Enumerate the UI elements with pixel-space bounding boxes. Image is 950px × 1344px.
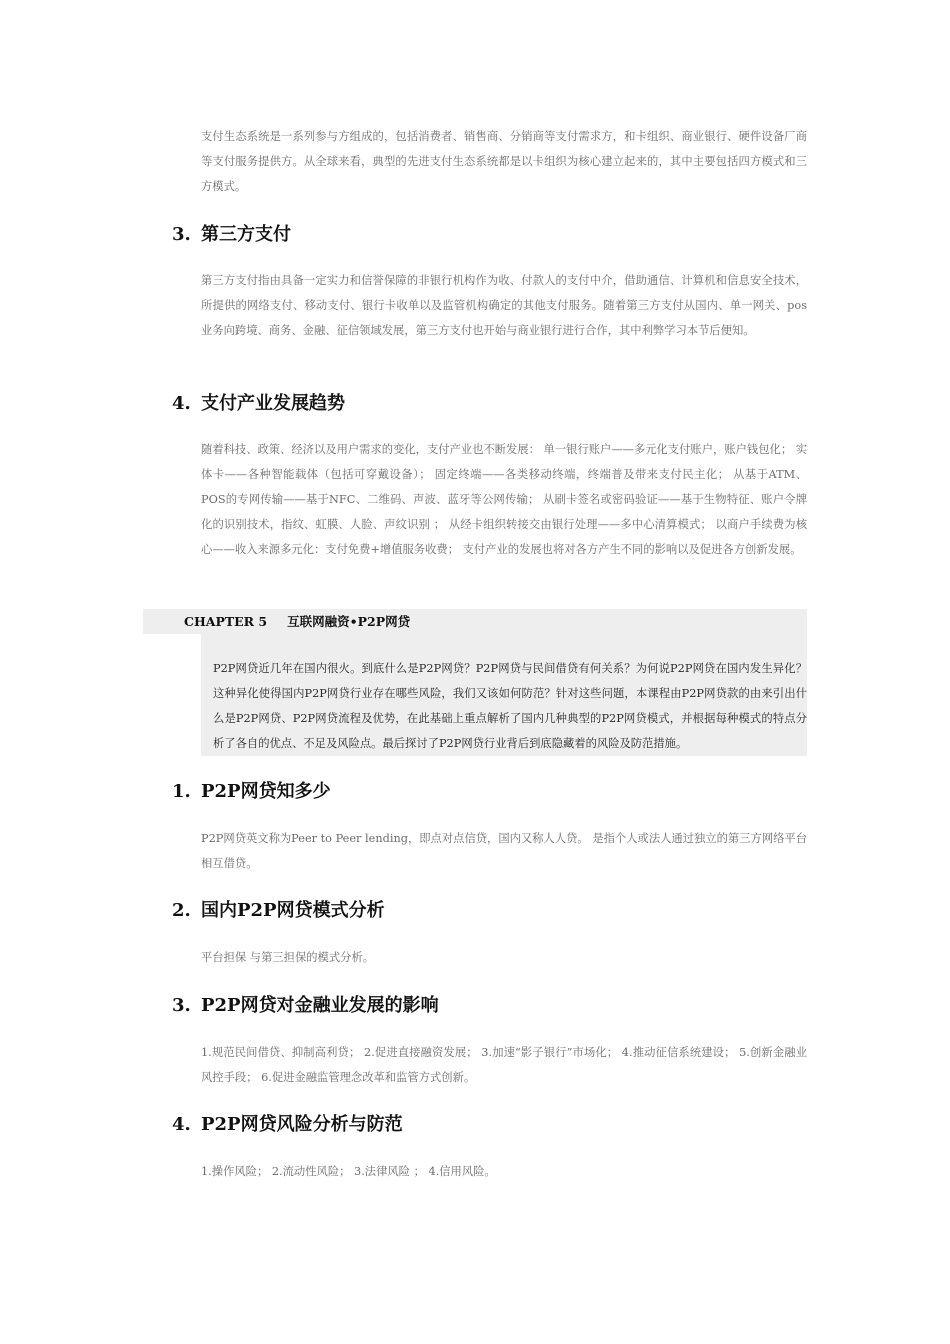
section-title: 国内P2P网贷模式分析 bbox=[201, 900, 385, 921]
section-title: P2P网贷风险分析与防范 bbox=[201, 1114, 403, 1135]
section-title: P2P网贷知多少 bbox=[201, 781, 331, 802]
section-number: 2. bbox=[172, 900, 191, 921]
section-number: 3. bbox=[172, 224, 191, 245]
chapter-intro-text: P2P网贷近几年在国内很火。到底什么是P2P网贷？P2P网贷与民间借贷有何关系？为何说P2P网贷在国内发生异化？这种异化使得国内P2P网贷行业存在哪些风险，我们又该如何防范？针对这些问题，本课程由P2P网贷款的由来引出什么是P2P网贷、P2P网贷流程及优势，在此基础上重点解析了国内几种典型的P2P网贷模式，并根据每种模式的特点分析了各自的优点、不足及风险点。最后探讨了P2P网贷行业背后到底隐藏着的风险及防范措施。 bbox=[213, 662, 807, 750]
section-title: P2P网贷对金融业发展的影响 bbox=[201, 995, 439, 1016]
section-heading-p2p-models bbox=[172, 898, 385, 924]
payment-trends-paragraph: 随着科技、政策、经济以及用户需求的变化，支付产业也不断发展： 单一银行账户——多元化支付账户，账户钱包化； 实体卡——各种智能载体（包括可穿戴设备）； 固定终端——各类移动终端，终端普及带来支付民主化； 从基于ATM、POS的专网传输——基于NFC、二维码、声波、蓝牙等公网传输； 从刷卡签名或密码验证——基于生物特征、账户令牌化的识别技术，指纹、虹膜、人脸、声纹识别 ； 从经卡组织转接交由银行处理——多中心清算模式； 以商户手续费为核心——收入来源多元化：支付免费+增值服务收费； 支付产业的发展也将对各方产生不同的影响以及促进各方创新发展。 bbox=[201, 443, 807, 556]
chapter-name: 互联网融资•P2P网贷 bbox=[287, 614, 411, 629]
section-heading-payment-trends bbox=[172, 391, 345, 417]
section-number: 3. bbox=[172, 995, 191, 1016]
p2p-risk-paragraph: 1.操作风险； 2.流动性风险； 3.法律风险 ； 4.信用风险。 bbox=[201, 1165, 496, 1178]
section-heading-p2p-basics bbox=[172, 779, 331, 805]
section-number: 4. bbox=[172, 1114, 191, 1135]
section-title: 第三方支付 bbox=[201, 224, 291, 245]
section-title: 支付产业发展趋势 bbox=[201, 393, 345, 414]
third-party-payment-paragraph: 第三方支付指由具备一定实力和信誉保障的非银行机构作为收、付款人的支付中介，借助通信、计算机和信息安全技术，所提供的网络支付、移动支付、银行卡收单以及监管机构确定的其他支付服务。随着第三方支付从国内、单一网关、pos业务向跨境、商务、金融、征信领域发展，第三方支付也开始与商业银行进行合作，其中利弊学习本节后便知。 bbox=[201, 274, 807, 337]
section-heading-p2p-risk bbox=[172, 1112, 403, 1138]
section-number: 4. bbox=[172, 393, 191, 414]
p2p-impact-paragraph: 1.规范民间借贷、抑制高利贷； 2.促进直接融资发展； 3.加速“影子银行”市场化； 4.推动征信系统建设； 5.创新金融业风控手段； 6.促进金融监管理念改革和监管方式创新。 bbox=[201, 1046, 807, 1084]
chapter-label: CHAPTER 5 bbox=[184, 614, 268, 629]
chapter-title bbox=[184, 609, 410, 634]
p2p-basics-paragraph: P2P网贷英文称为Peer to Peer lending，即点对点信贷，国内又称人人贷。 是指个人或法人通过独立的第三方网络平台相互借贷。 bbox=[201, 832, 807, 870]
p2p-models-paragraph: 平台担保 与第三担保的模式分析。 bbox=[201, 951, 375, 964]
section-number: 1. bbox=[172, 781, 191, 802]
section-heading-third-party-payment bbox=[172, 222, 291, 248]
payment-ecosystem-paragraph: 支付生态系统是一系列参与方组成的，包括消费者、销售商、分销商等支付需求方，和卡组织、商业银行、硬件设备厂商等支付服务提供方。从全球来看，典型的先进支付生态系统都是以卡组织为核心建立起来的，其中主要包括四方模式和三方模式。 bbox=[201, 130, 807, 193]
section-heading-p2p-impact bbox=[172, 993, 439, 1019]
